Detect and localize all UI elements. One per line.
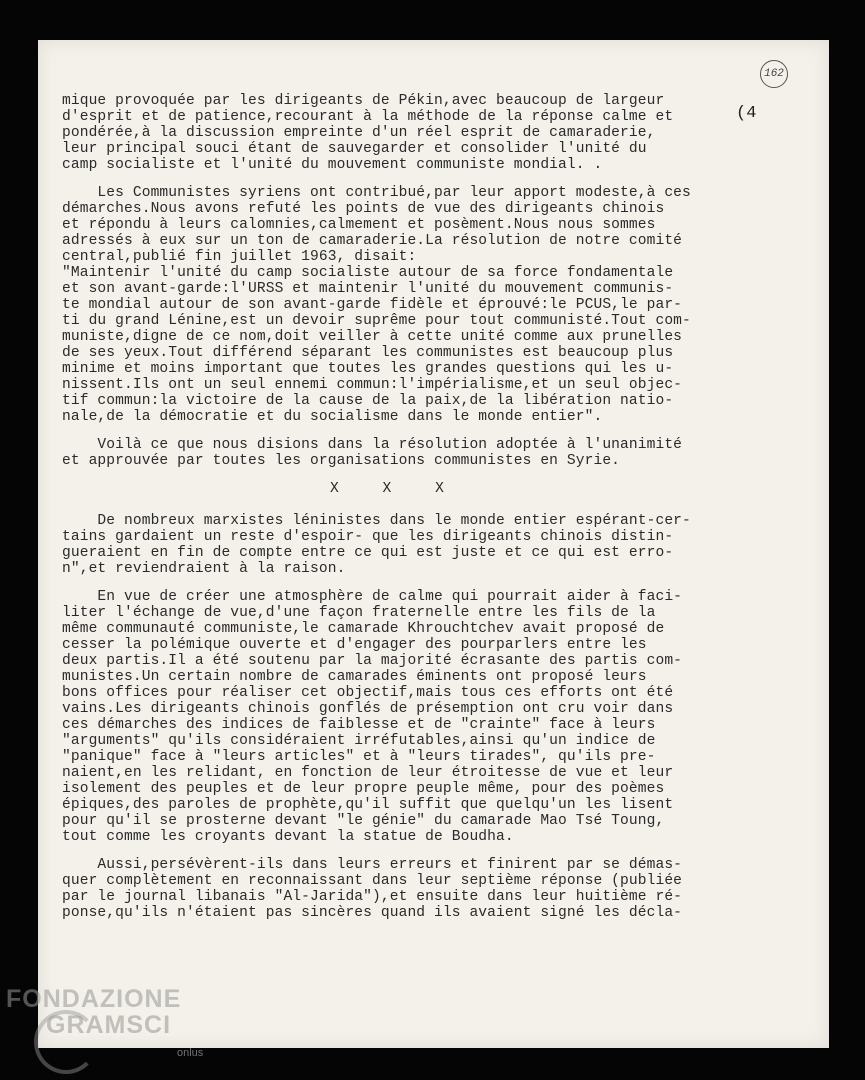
- text-line: minime et moins important que toutes les grandes questions qui les u-: [62, 361, 674, 377]
- text-line: Aussi,persévèrent-ils dans leurs erreurs et finirent par se démas-: [62, 857, 683, 873]
- text-line: naient,en les relidant, en fonction de leur étroitesse de vue et leur: [62, 765, 674, 781]
- text-line: isolement des peuples et de leur propre peuple même, pour des poèmes: [62, 781, 665, 797]
- text-line: leur principal souci étant de sauvegarder et consolider l'unité du: [62, 141, 647, 157]
- text-line: vains.Les dirigeants chinois gonflés de présemption ont cru voir dans: [62, 701, 674, 717]
- text-line: bons offices pour réaliser cet objectif,mais tous ces efforts ont été: [62, 685, 674, 701]
- text-line: tout comme les croyants devant la statue de Boudha.: [62, 829, 514, 845]
- watermark-sub: onlus: [177, 1047, 204, 1059]
- text-line: et répondu à leurs calomnies,calmement et posèment.Nous nous sommes: [62, 217, 656, 233]
- document-body: [62, 93, 780, 933]
- text-line: nissent.Ils ont un seul ennemi commun:l'impérialisme,et un seul objec-: [62, 377, 683, 393]
- text-line: n",et reviendraient à la raison.: [62, 561, 346, 577]
- text-line: De nombreux marxistes léninistes dans le monde entier espérant-cer-: [62, 513, 691, 529]
- text-line: muniste,digne de ce nom,doit veiller à cette unité comme aux prunelles: [62, 329, 683, 345]
- text-line: adressés à eux sur un ton de camaraderie.La résolution de notre comité: [62, 233, 683, 249]
- text-line: par le journal libanais "Al-Jarida"),et ensuite dans leur huitième ré-: [62, 889, 683, 905]
- text-line: "Maintenir l'unité du camp socialiste autour de sa force fondamentale: [62, 265, 674, 281]
- watermark: [6, 986, 181, 1038]
- section-separator: X X X: [330, 481, 444, 497]
- paragraph: [62, 185, 780, 425]
- text-line: Voilà ce que nous disions dans la résolution adoptée à l'unanimité: [62, 437, 683, 453]
- watermark-line-1: FONDAZIONE: [6, 985, 182, 1013]
- text-line: d'esprit et de patience,recourant à la méthode de la réponse calme et: [62, 109, 674, 125]
- text-line: épiques,des paroles de prophète,qu'il suffit que quelqu'un les lisent: [62, 797, 674, 813]
- text-line: liter l'échange de vue,d'une façon fraternelle entre les fils de la: [62, 605, 656, 621]
- text-line: "arguments" qu'ils considéraient irréfutables,ainsi qu'un indice de: [62, 733, 656, 749]
- archive-stamp: 162: [760, 60, 788, 88]
- text-line: gueraient en fin de compte entre ce qui est juste et ce qui est erro-: [62, 545, 674, 561]
- text-line: pour qu'il se prosterne devant "le génie" du camarade Mao Tsé Toung,: [62, 813, 665, 829]
- text-line: ponse,qu'ils n'étaient pas sincères quand ils avaient signé les décla-: [62, 905, 683, 921]
- text-line: même communauté communiste,le camarade Khrouchtchev avait proposé de: [62, 621, 665, 637]
- text-line: pondérée,à la discussion empreinte d'un réel esprit de camaraderie,: [62, 125, 656, 141]
- text-line: Les Communistes syriens ont contribué,par leur apport modeste,à ces: [62, 185, 691, 201]
- text-line: cesser la polémique ouverte et d'engager des pourparlers entre les: [62, 637, 647, 653]
- text-line: tif commun:la victoire de la cause de la paix,de la libération natio-: [62, 393, 674, 409]
- text-line: tains gardaient un reste d'espoir- que les dirigeants chinois distin-: [62, 529, 674, 545]
- text-line: de ses yeux.Tout différend séparant les communistes est beaucoup plus: [62, 345, 674, 361]
- text-line: et approuvée par toutes les organisations communistes en Syrie.: [62, 453, 621, 469]
- text-line: ces démarches des indices de faiblesse et de "crainte" face à leurs: [62, 717, 656, 733]
- text-line: quer complètement en reconnaissant dans leur septième réponse (publiée: [62, 873, 683, 889]
- text-line: central,publié fin juillet 1963, disait:: [62, 249, 417, 265]
- text-line: et son avant-garde:l'URSS et maintenir l'unité du mouvement communis-: [62, 281, 674, 297]
- text-line: deux partis.Il a été soutenu par la majorité écrasante des partis com-: [62, 653, 683, 669]
- text-line: camp socialiste et l'unité du mouvement communiste mondial. .: [62, 157, 603, 173]
- text-line: démarches.Nous avons refuté les points de vue des dirigeants chinois: [62, 201, 665, 217]
- text-line: nale,de la démocratie et du socialisme dans le monde entier".: [62, 409, 603, 425]
- watermark-line-2: GRAMSCI: [46, 1011, 172, 1039]
- paragraph: [62, 437, 780, 469]
- text-line: "panique" face à "leurs articles" et à "leurs tirades", qu'ils pre-: [62, 749, 656, 765]
- paragraph: [62, 93, 780, 173]
- text-line: munistes.Un certain nombre de camarades éminents ont proposé leurs: [62, 669, 647, 685]
- text-line: mique provoquée par les dirigeants de Pékin,avec beaucoup de largeur: [62, 93, 665, 109]
- page-number: (4: [736, 104, 757, 123]
- text-line: ti du grand Lénine,est un devoir suprême pour tout communisté.Tout com-: [62, 313, 691, 329]
- text-line: te mondial autour de son avant-garde fidèle et éprouvé:le PCUS,le par-: [62, 297, 683, 313]
- text-line: En vue de créer une atmosphère de calme qui pourrait aider à faci-: [62, 589, 683, 605]
- paragraph: [62, 513, 780, 577]
- paragraph: [62, 589, 780, 845]
- paragraph: [62, 857, 780, 921]
